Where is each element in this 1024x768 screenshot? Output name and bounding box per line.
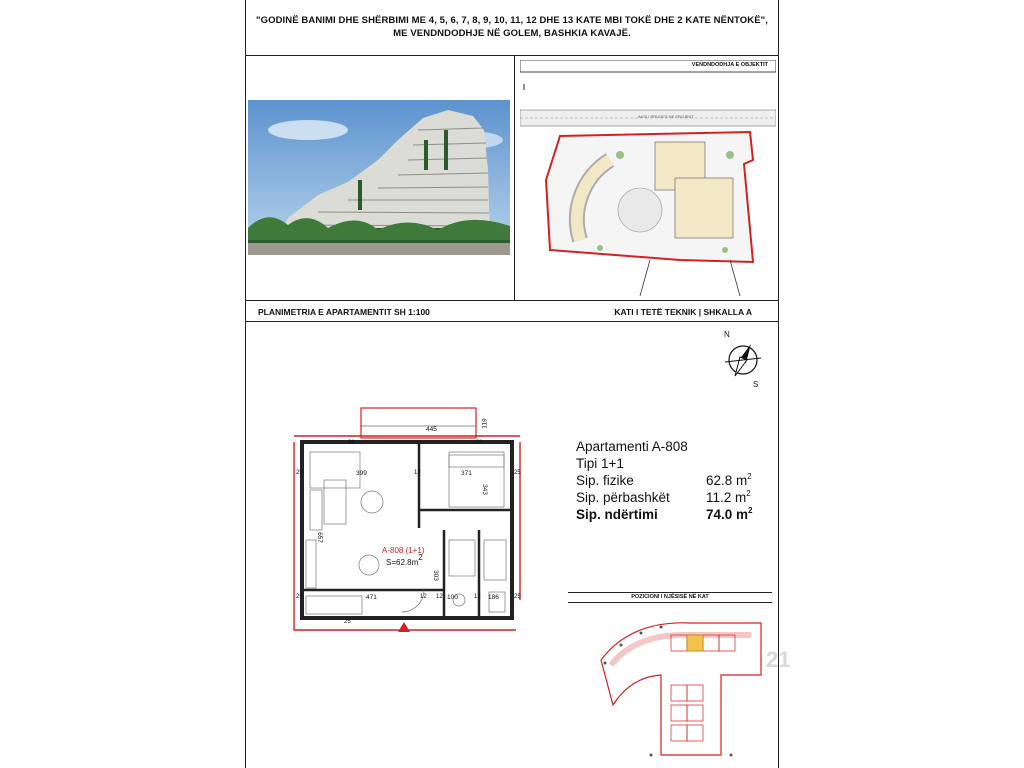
north-arrow bbox=[711, 328, 776, 393]
key-plan-drawing bbox=[591, 605, 791, 765]
unit-label: A-808 (1+1) bbox=[382, 546, 425, 555]
compass-s-label: S bbox=[753, 380, 759, 389]
floor-key-plan bbox=[591, 605, 791, 765]
dim-445: 445 bbox=[426, 426, 437, 433]
physical-area-number: 62.8 m bbox=[706, 473, 748, 488]
dim-25-e: 25 bbox=[344, 619, 351, 625]
dim-25-c: 25 bbox=[514, 470, 521, 476]
dim-12-b: 12 bbox=[420, 594, 427, 600]
compass-n-label: N bbox=[724, 330, 730, 339]
project-title-line1: "GODINË BANIMI DHE SHËRBIMI ME 4, 5, 6, 7, 8, 9, 10, 11, 12 DHE 13 KATE MBI TOKË DHE 2 KATE NËNTOKË", bbox=[256, 15, 768, 26]
building-render-image bbox=[248, 100, 510, 255]
dim-371: 371 bbox=[461, 470, 472, 477]
road-label: AKSI I RRUGES NE PROJEKT bbox=[638, 114, 694, 119]
physical-area-value bbox=[706, 472, 752, 489]
unit-area-sup: 2 bbox=[418, 553, 423, 563]
apartment-name: Apartamenti A-808 bbox=[576, 439, 688, 454]
position-divider-bottom bbox=[568, 602, 772, 603]
physical-area-label: Sip. fizike bbox=[576, 473, 634, 488]
dim-100: 100 bbox=[447, 594, 458, 601]
unit-area-value: S=62.8m bbox=[386, 558, 419, 567]
floor-plan-drawing bbox=[284, 400, 554, 640]
compass-icon bbox=[711, 328, 776, 393]
built-area-sup: 2 bbox=[748, 505, 753, 515]
dim-12-c: 12 bbox=[436, 594, 443, 600]
divider-vertical bbox=[514, 55, 515, 300]
dim-25-b: 25 bbox=[296, 594, 303, 600]
dim-657: 657 bbox=[315, 532, 323, 543]
floor-stair-title: KATI I TETË TEKNIK | SHKALLA A bbox=[614, 307, 752, 317]
project-title-line2: ME VENDNDODHJE NË GOLEM, BASHKIA KAVAJË. bbox=[393, 28, 631, 39]
shared-area-sup: 2 bbox=[746, 488, 751, 498]
built-area-number: 74.0 m bbox=[706, 507, 749, 522]
dim-343: 343 bbox=[480, 484, 488, 495]
document-sheet bbox=[245, 0, 791, 768]
apartment-floor-plan bbox=[284, 400, 554, 640]
shared-area-value bbox=[706, 489, 751, 506]
built-area-value bbox=[706, 506, 752, 523]
divider-plan-bar-bottom bbox=[246, 321, 778, 322]
site-plan-drawing bbox=[520, 60, 776, 298]
built-area-label: Sip. ndërtimi bbox=[576, 507, 658, 522]
physical-area-sup: 2 bbox=[747, 471, 752, 481]
divider-plan-bar-top bbox=[246, 300, 778, 301]
apartment-info bbox=[576, 438, 776, 523]
dim-303: 303 bbox=[431, 570, 439, 581]
shared-area-number: 11.2 m bbox=[706, 490, 747, 505]
dim-119: 119 bbox=[481, 418, 489, 429]
dim-399: 399 bbox=[356, 470, 367, 477]
dim-471: 471 bbox=[366, 594, 377, 601]
built-area-row bbox=[576, 506, 776, 523]
dim-12-d: 12 bbox=[474, 594, 481, 600]
divider-header bbox=[246, 55, 778, 56]
physical-area-row bbox=[576, 472, 776, 489]
dim-25-d: 25 bbox=[514, 594, 521, 600]
plan-section-title: PLANIMETRIA E APARTAMENTIT SH 1:100 bbox=[258, 307, 430, 317]
site-plan-title: VENDNDODHJA E OBJEKTIT bbox=[691, 62, 768, 68]
position-title-box bbox=[568, 592, 772, 602]
shared-area-label: Sip. përbashkët bbox=[576, 490, 670, 505]
project-title bbox=[246, 14, 778, 40]
dim-31: 31 bbox=[348, 440, 355, 446]
dim-21: 21 bbox=[476, 440, 483, 446]
dim-186: 186 bbox=[488, 594, 499, 601]
unit-area bbox=[386, 553, 423, 567]
apartment-type: Tipi 1+1 bbox=[576, 456, 624, 471]
dim-12-a: 12 bbox=[414, 470, 421, 476]
shared-area-row bbox=[576, 489, 776, 506]
watermark: 21 bbox=[766, 647, 791, 672]
position-title: POZICIONI I NJËSISË NË KAT bbox=[631, 594, 709, 600]
dim-25-a: 25 bbox=[296, 470, 303, 476]
position-divider-top bbox=[568, 592, 772, 593]
site-location-plan bbox=[520, 60, 776, 298]
